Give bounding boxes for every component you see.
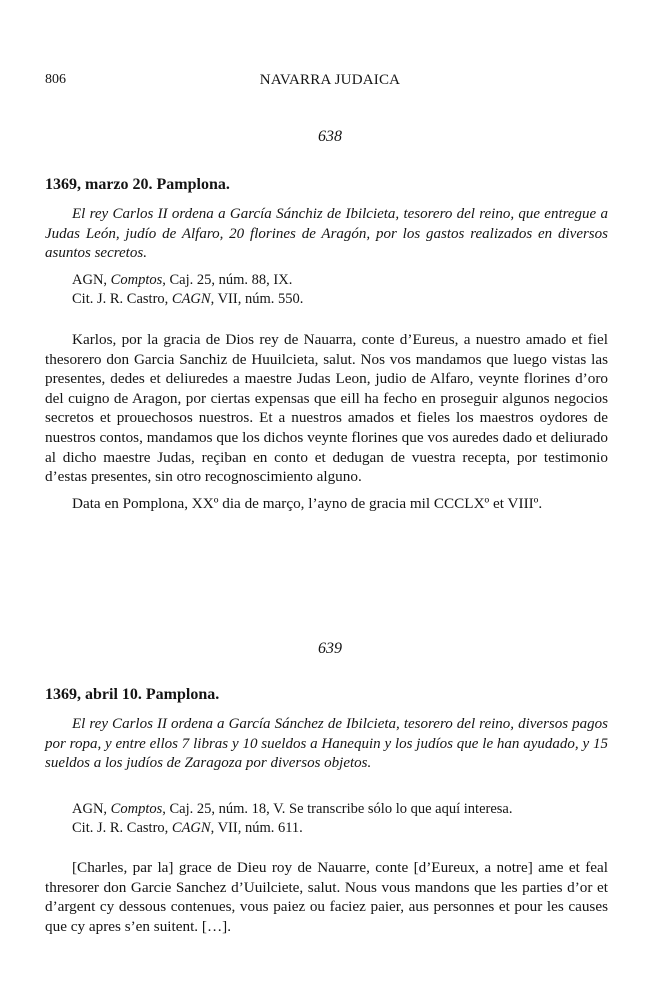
reference-prefix: AGN,	[72, 801, 111, 817]
reference-line	[72, 271, 303, 290]
document-transcription	[45, 330, 608, 513]
reference-italic: Comptos	[110, 801, 163, 817]
reference-prefix: Cit. J. R. Castro,	[72, 291, 172, 307]
reference-suffix: , Caj. 25, núm. 88, IX.	[162, 272, 293, 288]
transcription-paragraph: [Charles, par la] grace de Dieu roy de Nauarre, conte [d’Eureux, a notre] ame et feal thresorer don Garcie Sanchez d’Uuilciete, salut. Nous vous mandons que les parties d’or et d’argent cy dessous contenues, vous paiez ou faciez paier, aus personnes et pour les causes que cy apres s’en suitent. […].	[45, 859, 608, 935]
reference-prefix: Cit. J. R. Castro,	[72, 820, 172, 836]
reference-suffix: , Caj. 25, núm. 18, V. Se transcribe sólo lo que aquí interesa.	[162, 801, 513, 817]
document-references	[72, 271, 303, 309]
document-number: 638	[318, 128, 342, 145]
reference-italic: Comptos	[110, 272, 163, 288]
running-title: NAVARRA JUDAICA	[259, 72, 401, 88]
document-transcription	[45, 858, 608, 936]
document-date-place: 1369, abril 10. Pamplona.	[45, 686, 220, 703]
document-references	[72, 800, 512, 838]
transcription-paragraph: Data en Pomplona, XXº dia de março, l’ayno de gracia mil CCCLXº et VIIIº.	[72, 494, 543, 512]
page-number: 806	[45, 72, 66, 87]
reference-italic: CAGN	[171, 291, 211, 307]
document-date-place: 1369, marzo 20. Pamplona.	[45, 176, 230, 193]
reference-line	[72, 819, 512, 838]
reference-suffix: , VII, núm. 550.	[210, 291, 304, 307]
reference-line	[72, 290, 303, 309]
transcription-paragraph: Karlos, por la gracia de Dios rey de Nauarra, conte d’Eureus, a nuestro amado et fiel thesorero don Garcia Sanchiz de Huuilcieta, salut. Nos vos mandamos que luego vistas las presentes, dedes et deliuredes a maestre Judas Leon, judio de Alfaro, veynte florines d’oro del cuigno de Aragon, por ciertas expensas que eill ha fecho en proseguir algunos negocios secretos et prouechosos nuestros. Et a nuestros amados et fieles los maestros oydores de nuestros contos, mandamos que los dichos veynte florines que vos auredes dado et deliurado al dicho maestre Judas, reçiban en conto et dedugan de vuestra recepta, por testimonio d’estas presentes, sin otro recognoscimiento alguno.	[45, 331, 608, 486]
reference-line	[72, 800, 512, 819]
reference-italic: CAGN	[171, 820, 211, 836]
document-summary: El rey Carlos II ordena a García Sánchiz de Ibilcieta, tesorero del reino, que entregue a Judas León, judío de Alfaro, 20 florines de Aragón, por los gastos realizados en diversos asuntos secretos.	[45, 206, 608, 261]
reference-prefix: AGN,	[72, 272, 111, 288]
document-number: 639	[318, 640, 342, 657]
document-summary: El rey Carlos II ordena a García Sánchez de Ibilcieta, tesorero del reino, diversos pagos por ropa, y entre ellos 7 libras y 10 sueldos a Hanequin y los judíos que le han ayudado, y 15 sueldos a los judíos de Zaragoza por diversos objetos.	[45, 716, 608, 771]
reference-suffix: , VII, núm. 611.	[210, 820, 303, 836]
